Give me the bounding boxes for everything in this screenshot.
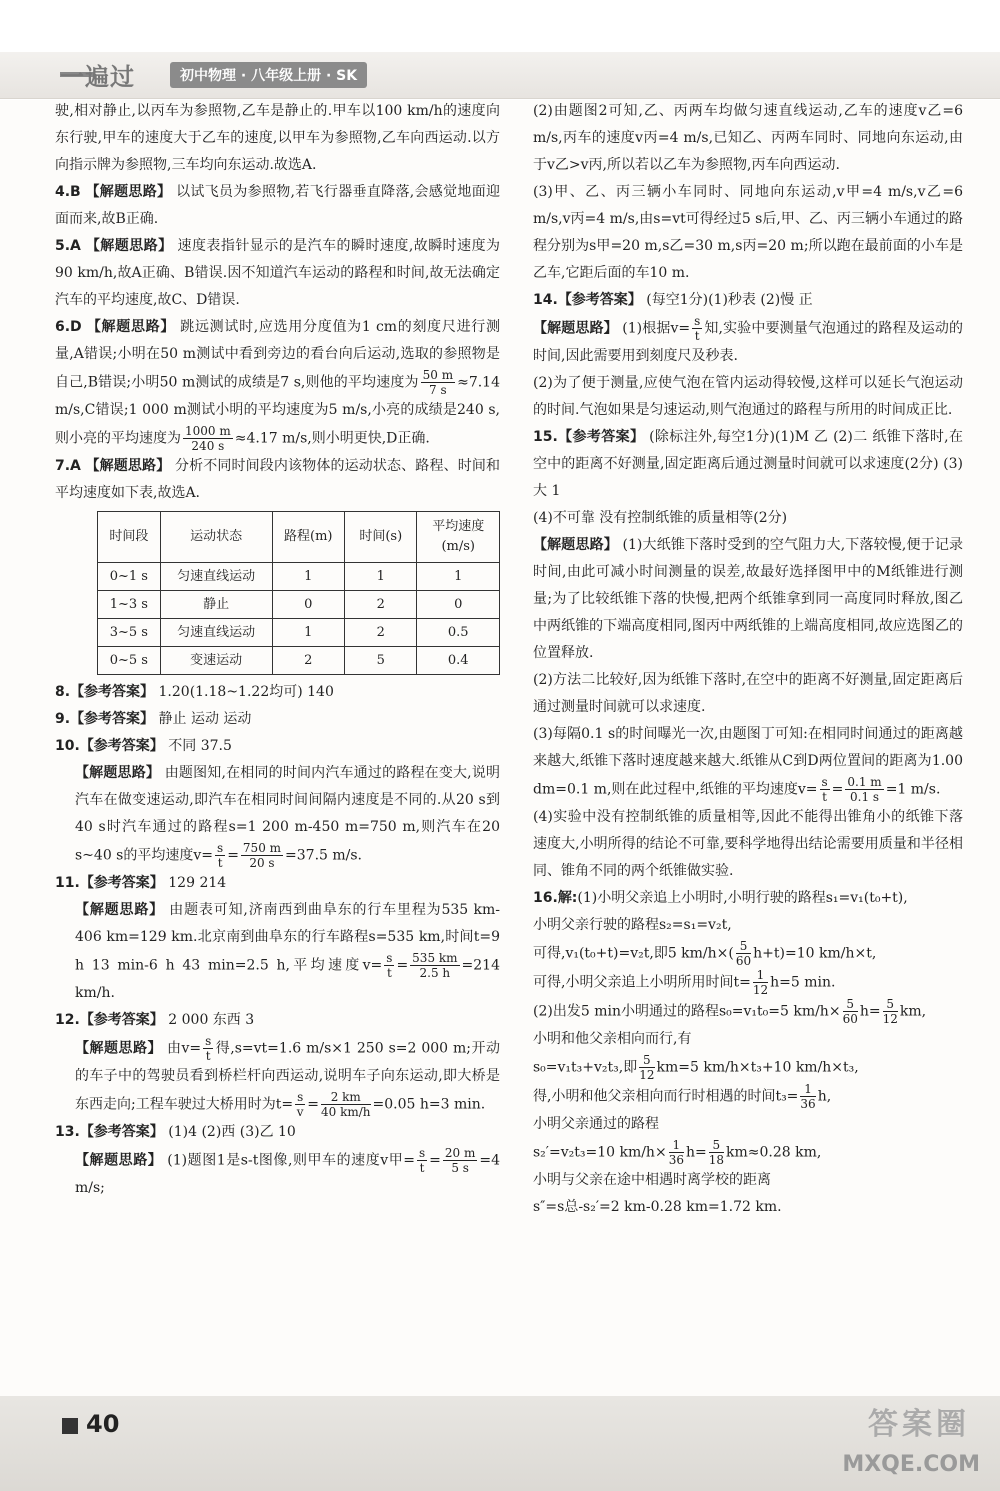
solution-text: =37.5 m/s.	[285, 847, 363, 864]
table-cell: 5	[345, 647, 417, 675]
question-number: 9.	[55, 711, 71, 727]
table-header: 路程(m)	[272, 512, 345, 563]
answer-16	[533, 885, 963, 912]
fraction: $\frac{s}{v}$	[296, 1090, 304, 1119]
table-header: 时间(s)	[345, 512, 417, 563]
table-cell: 匀速直线运动	[160, 563, 272, 591]
fraction: $\frac{1000 m}{240 s}$	[185, 424, 231, 453]
solution-12	[55, 1034, 500, 1119]
solution-tag: 解:	[557, 890, 578, 906]
solution-14-2: (2)为了便于测量,应使气泡在管内运动得较慢,这样可以延长气泡运动的时间.气泡如果是匀速运动,则气泡通过的路程与所用的时间成正比.	[533, 375, 963, 418]
answer-text: 跳远测试时,应选用分度值为1 cm的刻度尺进行测量,A错误;小明在50 m测试中看到旁边的看台向后运动,选取的参照物是自己,B错误;小明50 m测试的成绩是7 s,则他的平均速度为	[55, 319, 500, 391]
answer-tag: 【参考答案】	[79, 875, 164, 891]
answer-8	[55, 679, 500, 706]
brand-logo: 一遍过	[60, 63, 135, 91]
solution-16-line: 小明和他父亲相向而行,有	[533, 1031, 692, 1047]
table-cell: 1	[272, 563, 345, 591]
answer-tag: 【参考答案】	[79, 1124, 164, 1140]
solution-text: 知,实验中要测量气泡通过的路程及运动的时间,因此需要用到刻度尺及秒表.	[533, 320, 963, 364]
table-cell: 0~1 s	[98, 563, 161, 591]
answer-14	[533, 287, 963, 314]
solution-16-line: 小明父亲行驶的路程s₂=s₁=v₂t,	[533, 917, 732, 933]
solution-text: =0.05 h=3 min.	[372, 1096, 486, 1113]
fraction: $\frac{s}{t}$	[217, 841, 224, 870]
solution-15-3	[533, 721, 963, 804]
solution-tag: 【解题思路】	[75, 902, 164, 918]
table-cell: 0	[272, 591, 345, 619]
equals: =	[396, 957, 409, 974]
table-cell: 变速运动	[160, 647, 272, 675]
solution-text: (1)根据v=	[622, 320, 691, 337]
solution-text: 由题表可知,济南西到曲阜东的行车里程为535 km-406 km=129 km.北京南到曲阜东的行车路程s=535 km,时间t=9 h 13 min-6 h 43 min=2.5 h,平均速度v=	[75, 902, 500, 974]
solution-tag: 【解题思路】	[75, 1152, 163, 1169]
paragraph-continued: 驶,相对静止,以丙车为参照物,乙车是静止的.甲车以100 km/h的速度向东行驶,甲车的速度大于乙车的速度,以甲车为参照物,乙车向西运动.以方向指示牌为参照物,三车均向东运动.故选A.	[55, 103, 500, 173]
question-number: 15.	[533, 429, 558, 445]
table-cell: 匀速直线运动	[160, 619, 272, 647]
solution-13	[55, 1146, 500, 1202]
question-number: 12.	[55, 1012, 80, 1028]
motion-table	[97, 511, 500, 675]
solution-15-4: (4)实验中没有控制纸锥的质量相等,因此不能得出锥角小的纸锥下落速度大,小明所得的结论不可靠,要科学地得出结论需要用质量和半径相同、锥角不同的两个纸锥做实验.	[533, 809, 963, 879]
solution-10	[55, 760, 500, 870]
solution-text: (1)小明父亲追上小明时,小明行驶的路程s₁=v₁(t₀+t),	[577, 890, 908, 906]
table-cell: 3~5 s	[98, 619, 161, 647]
answer-15-4: (4)不可靠 没有控制纸锥的质量相等(2分)	[533, 510, 788, 526]
solution-16-line: (2)出发5 min小明通过的路程s₀=v₁t₀=5 km/h× $\frac{5}{60}$ h= $\frac{5}{12}$ km,	[533, 997, 927, 1026]
solution-tag: 【解题思路】	[85, 238, 173, 254]
solution-tag: 【解题思路】	[75, 765, 161, 781]
answer-10	[55, 733, 500, 760]
table-cell: 0.4	[417, 647, 500, 675]
table-header: 平均速度(m/s)	[417, 512, 500, 563]
solution-tag: 【解题思路】	[85, 458, 171, 474]
solution-text: 得,s=vt=1.6 m/s×1 250 s=2 000 m;开动的车子中的驾驶员看到桥栏杆向西运动,说明车子向东运动,即大桥是东西走向;工程车驶过大桥用时为t=	[75, 1040, 501, 1113]
table-header: 运动状态	[160, 512, 272, 563]
equals: =	[307, 1096, 319, 1113]
fraction: $\frac{0.1 m}{0.1 s}$	[847, 775, 882, 804]
question-number: 14.	[533, 292, 558, 308]
table-cell: 2	[345, 619, 417, 647]
equals: =	[429, 1152, 441, 1169]
fraction: $\frac{5}{60}$	[842, 997, 858, 1026]
answer-text: ≈7.14 m/s,C错误;1 000 m测试小明的平均速度为5 m/s,小亮的成绩是240 s,则小亮的平均速度为	[55, 374, 500, 447]
table-cell: 1	[345, 563, 417, 591]
right-column	[533, 98, 963, 1221]
question-number: 13.	[55, 1124, 80, 1140]
fraction: $\frac{5}{60}$	[735, 939, 752, 968]
subject-badge: 初中物理 · 八年级上册 · SK	[170, 62, 367, 88]
solution-text: =1 m/s.	[885, 781, 941, 798]
solution-16-line: 可得,小明父亲追上小明所用时间t= $\frac{1}{12}$ h=5 min.	[533, 968, 836, 997]
fraction: $\frac{s}{t}$	[821, 775, 828, 804]
paragraph-13-2: (2)由题图2可知,乙、丙两车均做匀速直线运动,乙车的速度v乙=6 m/s,丙车的速度v丙=4 m/s,已知乙、丙两车同时、同地向东运动,由于v乙>v丙,所以若以乙车为参照物,丙车向西运动.	[533, 103, 963, 173]
solution-text: (3)每隔0.1 s的时间曝光一次,由题图丁可知:在相同时间通过的距离越来越大,纸锥下落时速度越来越大.纸锥从C到D两位置间的距离为1.00 dm=0.1 m,则在此过程中,纸锥的平均速度v=	[533, 726, 963, 798]
fraction: $\frac{5}{12}$	[639, 1053, 655, 1082]
answer-12	[55, 1007, 500, 1034]
fraction: $\frac{1}{36}$	[668, 1138, 684, 1167]
equals: =	[227, 847, 239, 864]
question-number: 4.B	[55, 184, 81, 200]
table-row	[98, 563, 500, 591]
solution-15	[533, 532, 963, 667]
answer-text: 不同 37.5	[168, 738, 232, 754]
answer-7	[55, 453, 500, 507]
solution-16-line: s″=s总-s₂′=2 km-0.28 km=1.72 km.	[533, 1199, 782, 1215]
solution-tag: 【解题思路】	[533, 320, 618, 337]
answer-tag: 【参考答案】	[70, 684, 155, 700]
answer-6	[55, 314, 500, 453]
table-row	[98, 591, 500, 619]
table-cell: 1~3 s	[98, 591, 161, 619]
answer-text: 129 214	[168, 875, 227, 891]
answer-tag: 【参考答案】	[79, 738, 164, 754]
question-number: 10.	[55, 738, 80, 754]
solution-text: 由v=	[166, 1040, 202, 1057]
table-cell: 1	[417, 563, 500, 591]
solution-16-line: s₂′=v₂t₃=10 km/h× $\frac{1}{36}$ h= $\frac{5}{18}$ km≈0.28 km,	[533, 1138, 822, 1167]
watermark-logo: 答案圈	[868, 1407, 970, 1442]
solution-text: =4 m/s;	[75, 1152, 500, 1196]
equals: =	[831, 781, 844, 798]
solution-text: 由题图知,在相同的时间内汽车通过的路程在变大,说明汽车在做变速运动,即汽车在相同时间间隔内速度是不同的.从20 s到40 s时汽车通过的路程s=1 200 m-450 m=750 m,则汽车在20 s~40 s的平均速度v=	[75, 765, 501, 864]
answer-15	[533, 424, 963, 505]
page-number: 40	[86, 1410, 120, 1438]
solution-16-line: 得,小明和他父亲相向而行时相遇的时间t₃= $\frac{1}{36}$ h,	[533, 1082, 832, 1111]
question-number: 7.A	[55, 458, 81, 474]
solution-16-line: 小明父亲通过的路程	[533, 1116, 659, 1132]
question-number: 6.D	[55, 319, 82, 335]
table-cell: 0	[417, 591, 500, 619]
answer-text: 分析不同时间段内该物体的运动状态、路程、时间和平均速度如下表,故选A.	[55, 458, 501, 501]
answer-13	[55, 1119, 500, 1146]
solution-tag: 【解题思路】	[75, 1040, 163, 1057]
fraction: $\frac{50 m}{7 s}$	[422, 368, 454, 397]
answer-text: 以试飞员为参照物,若飞行器垂直降落,会感觉地面迎面而来,故B正确.	[55, 184, 501, 227]
fraction: $\frac{s}{t}$	[386, 951, 393, 980]
fraction: $\frac{20 m}{5 s}$	[444, 1146, 476, 1175]
table-cell: 2	[272, 647, 345, 675]
answer-11	[55, 870, 500, 897]
table-cell: 2	[345, 591, 417, 619]
answer-4	[55, 179, 500, 233]
solution-14	[533, 314, 963, 370]
question-number: 16.	[533, 890, 558, 906]
answer-5	[55, 233, 500, 314]
table-row	[98, 619, 500, 647]
solution-text: =214 km/h.	[75, 957, 500, 1001]
question-number: 11.	[55, 875, 80, 891]
answer-text: (1)4 (2)西 (3)乙 10	[168, 1124, 296, 1140]
answer-text: 静止 运动 运动	[158, 711, 252, 727]
answer-text: 1.20(1.18~1.22均可) 140	[158, 684, 334, 700]
solution-tag: 【解题思路】	[86, 319, 176, 335]
answer-tag: 【参考答案】	[70, 711, 155, 727]
paragraph-13-3: (3)甲、乙、丙三辆小车同时、同地向东运动,v甲=4 m/s,v乙=6 m/s,v丙=4 m/s,由s=vt可得经过5 s后,甲、乙、丙三辆小车通过的路程分别为s甲=20 m,s乙=30 m,s丙=20 m;所以跑在最前面的小车是乙车,它距后面的车10 m.	[533, 184, 963, 281]
fraction: $\frac{5}{12}$	[882, 997, 898, 1026]
solution-text: (1)大纸锥下落时受到的空气阻力大,下落较慢,便于记录时间,由此可减小时间测量的误差,故最好选择图甲中的M纸锥进行测量;为了比较纸锥下落的快慢,把两个纸锥拿到同一高度同时释放,图乙中两纸锥的下端高度相同,图丙中两纸锥的上端高度相同,故应选图乙的位置释放.	[533, 537, 964, 661]
table-cell: 1	[272, 619, 345, 647]
fraction: $\frac{5}{18}$	[708, 1138, 724, 1167]
fraction: $\frac{s}{t}$	[418, 1146, 426, 1175]
answer-text: (除标注外,每空1分)(1)M 乙 (2)二 纸锥下落时,在空中的距离不好测量,固定距离后通过测量时间就可以求速度(2分) (3)大 1	[533, 429, 963, 499]
solution-text: (1)题图1是s-t图像,则甲车的速度v甲=	[167, 1152, 415, 1169]
solution-15-2: (2)方法二比较好,因为纸锥下落时,在空中的距离不好测量,固定距离后通过测量时间就可以求速度.	[533, 672, 963, 715]
table-cell: 静止	[160, 591, 272, 619]
answer-text: 2 000 东西 3	[168, 1012, 255, 1028]
fraction: $\frac{2 km}{40 km/h}$	[320, 1090, 371, 1119]
left-column	[55, 98, 500, 1202]
page-header	[0, 0, 1000, 100]
solution-16-line: s₀=v₁t₃+v₂t₃,即 $\frac{5}{12}$ km=5 km/h×t₃+10 km/h×t₃,	[533, 1053, 859, 1082]
table-header-row	[98, 512, 500, 563]
table-cell: 0~5 s	[98, 647, 161, 675]
solution-tag: 【解题思路】	[533, 537, 618, 553]
answer-text: 速度表指针显示的是汽车的瞬时速度,故瞬时速度为90 km/h,故A正确、B错误.因不知道汽车运动的路程和时间,故无法确定汽车的平均速度,故C、D错误.	[55, 238, 501, 308]
answer-text: ≈4.17 m/s,则小明更快,D正确.	[234, 430, 430, 447]
answer-tag: 【参考答案】	[557, 292, 642, 308]
fraction: $\frac{1}{36}$	[800, 1082, 816, 1111]
header-band	[0, 52, 1000, 99]
watermark-url: MXQE.COM	[842, 1452, 980, 1477]
fraction: $\frac{s}{t}$	[694, 314, 701, 343]
table-row	[98, 647, 500, 675]
fraction: $\frac{535 km}{2.5 h}$	[412, 951, 458, 980]
page-number-marker	[62, 1418, 78, 1434]
solution-11	[55, 897, 500, 1007]
table-header: 时间段	[98, 512, 161, 563]
answer-text: (每空1分)(1)秒表 (2)慢 正	[646, 292, 813, 308]
answer-9	[55, 706, 500, 733]
solution-tag: 【解题思路】	[85, 184, 172, 200]
answer-tag: 【参考答案】	[79, 1012, 164, 1028]
table-cell: 0.5	[417, 619, 500, 647]
fraction: $\frac{1}{12}$	[752, 968, 769, 997]
question-number: 8.	[55, 684, 71, 700]
solution-16-line: 小明与父亲在途中相遇时离学校的距离	[533, 1172, 771, 1188]
fraction: $\frac{s}{t}$	[205, 1034, 212, 1063]
fraction: $\frac{750 m}{20 s}$	[242, 841, 282, 870]
solution-16-line: 可得,v₁(t₀+t)=v₂t,即5 km/h×( $\frac{5}{60}$ h+t)=10 km/h×t,	[533, 939, 877, 968]
question-number: 5.A	[55, 238, 81, 254]
answer-tag: 【参考答案】	[557, 429, 645, 445]
